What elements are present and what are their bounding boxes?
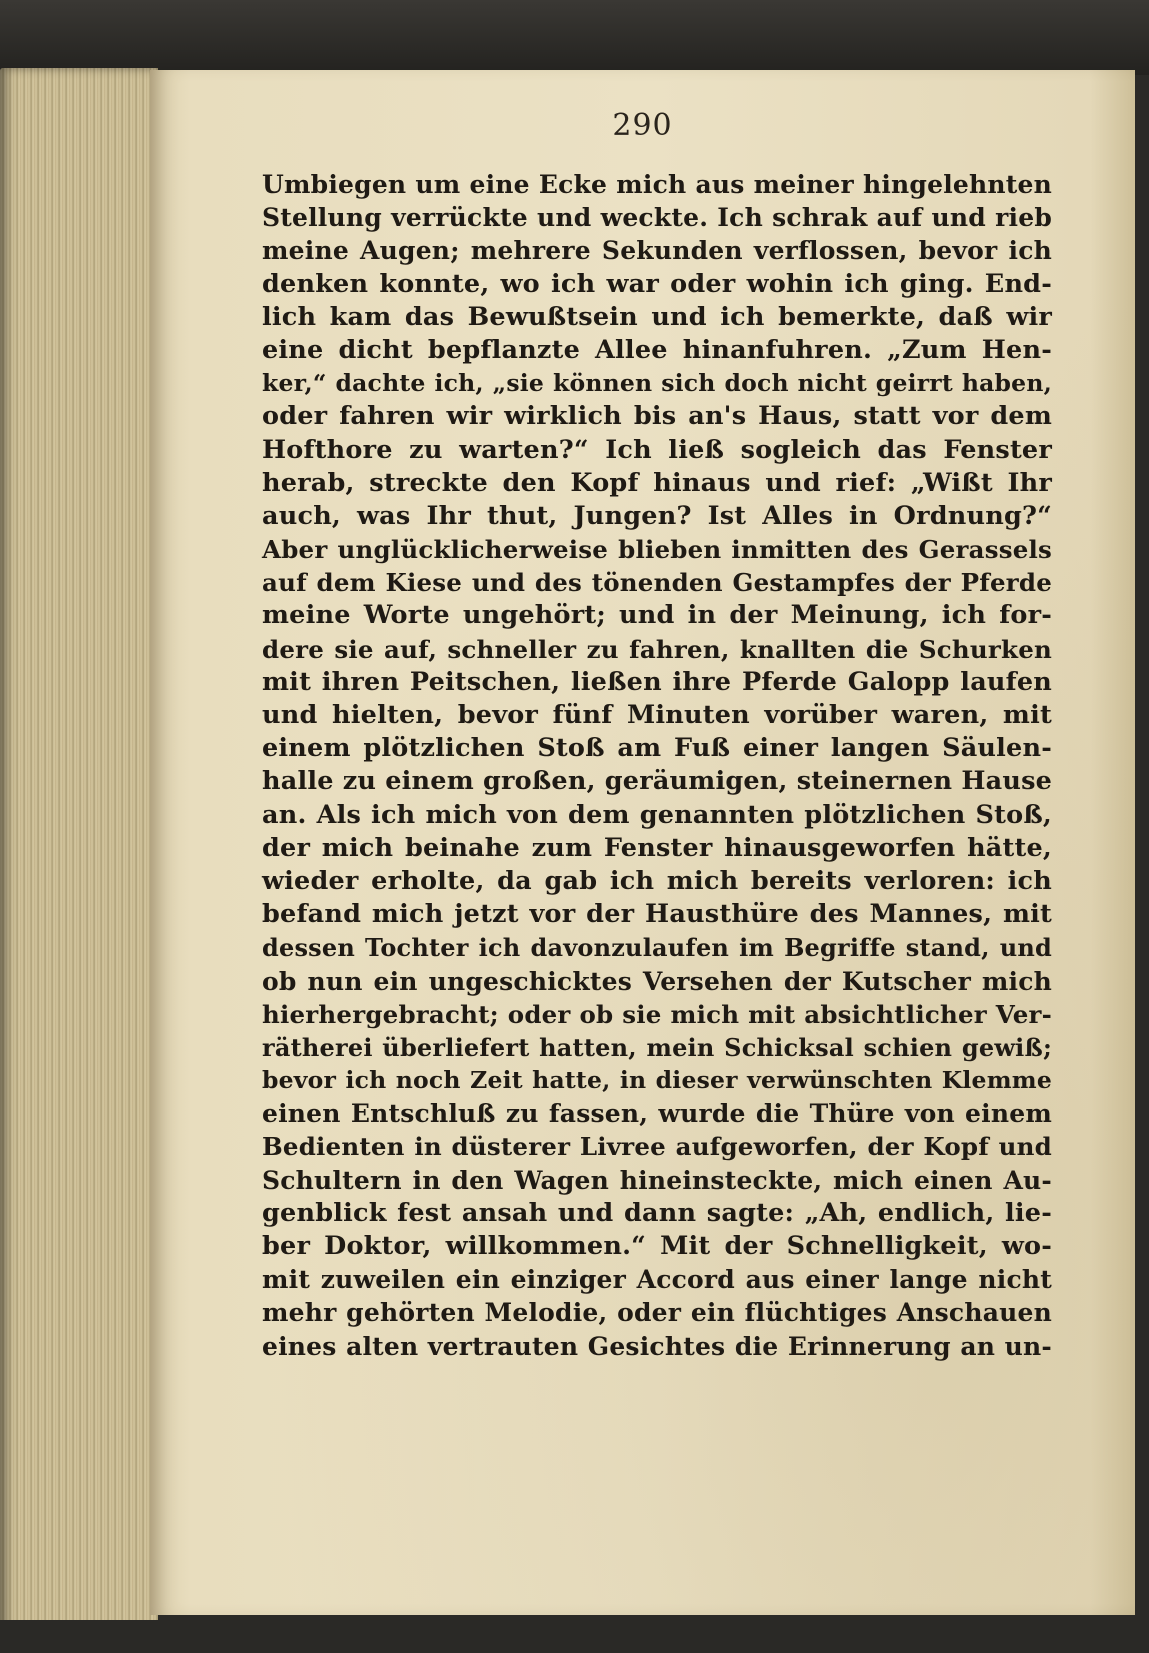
page-edges	[0, 68, 158, 1638]
text-line: genblick fest ansah und dann sagte: „Ah, endlich, lie-	[262, 1197, 1052, 1228]
text-line: einem plötzlichen Stoß am Fuß einer langen Säulen-	[262, 733, 1052, 764]
text-line: bevor ich noch Zeit hatte, in dieser verwünschten Klemme	[262, 1066, 1052, 1095]
text-line: und hielten, bevor fünf Minuten vorüber waren, mit	[262, 700, 1052, 730]
text-line: meine Worte ungehört; und in der Meinung, ich for-	[262, 600, 1052, 631]
body-text	[262, 168, 1052, 1363]
text-line: lich kam das Bewußtsein und ich bemerkte, daß wir	[262, 301, 1052, 332]
background-top	[0, 0, 1149, 75]
text-line: rätherei überliefert hatten, mein Schicksal schien gewiß;	[262, 1032, 1052, 1062]
text-line: eines alten vertrauten Gesichtes die Erinnerung an un-	[262, 1331, 1052, 1361]
text-line: herab, streckte den Kopf hinaus und rief: „Wißt Ihr	[262, 467, 1052, 498]
text-line: mehr gehörten Melodie, oder ein flüchtiges Anschauen	[262, 1298, 1052, 1328]
book-page	[150, 70, 1135, 1615]
background-bottom	[0, 1620, 1149, 1653]
text-line: hierhergebracht; oder ob sie mich mit absichtlicher Ver-	[262, 999, 1052, 1029]
text-line: einen Entschluß zu fassen, wurde die Thüre von einem	[262, 1099, 1052, 1129]
text-line: oder fahren wir wirklich bis an's Haus, statt vor dem	[262, 401, 1052, 432]
text-line: auf dem Kiese und des tönenden Gestampfes der Pferde	[262, 568, 1052, 598]
text-line: ker,“ dachte ich, „sie können sich doch nicht geirrt haben,	[262, 369, 1052, 398]
text-line: Aber unglücklicherweise blieben inmitten des Gerassels	[262, 535, 1052, 565]
text-line: wieder erholte, da gab ich mich bereits verloren: ich	[262, 865, 1052, 896]
text-line: auch, was Ihr thut, Jungen? Ist Alles in Ordnung?“	[262, 500, 1052, 531]
text-line: Schultern in den Wagen hineinsteckte, mich einen Au-	[262, 1165, 1052, 1195]
text-line: ber Doktor, willkommen.“ Mit der Schnelligkeit, wo-	[262, 1231, 1052, 1261]
text-line: befand mich jetzt vor der Hausthüre des Mannes, mit	[262, 899, 1052, 930]
text-line: mit zuweilen ein einziger Accord aus einer lange nicht	[262, 1265, 1052, 1295]
text-line: dessen Tochter ich davonzulaufen im Begriffe stand, und	[262, 933, 1052, 963]
text-line: an. Als ich mich von dem genannten plötzlichen Stoß,	[262, 799, 1052, 830]
text-line: meine Augen; mehrere Sekunden verflossen, bevor ich	[262, 236, 1052, 266]
text-line: der mich beinahe zum Fenster hinausgeworfen hätte,	[262, 832, 1052, 863]
text-line: eine dicht bepflanzte Allee hinanfuhren. „Zum Hen-	[262, 334, 1052, 365]
text-line: denken konnte, wo ich war oder wohin ich ging. End-	[262, 268, 1052, 299]
text-line: Hofthore zu warten?“ Ich ließ sogleich das Fenster	[262, 434, 1052, 465]
text-line: Bedienten in düsterer Livree aufgeworfen, der Kopf und	[262, 1132, 1052, 1162]
text-line: ob nun ein ungeschicktes Versehen der Kutscher mich	[262, 966, 1052, 996]
text-line: dere sie auf, schneller zu fahren, knallten die Schurken	[262, 634, 1052, 664]
text-line: Stellung verrückte und weckte. Ich schrak auf und rieb	[262, 203, 1052, 233]
text-line: halle zu einem großen, geräumigen, steinernen Hause	[262, 766, 1053, 797]
page-number: 290	[612, 108, 673, 143]
text-line: mit ihren Peitschen, ließen ihre Pferde Galopp laufen	[262, 666, 1052, 697]
text-line: Umbiegen um eine Ecke mich aus meiner hingelehnten	[262, 170, 1052, 199]
